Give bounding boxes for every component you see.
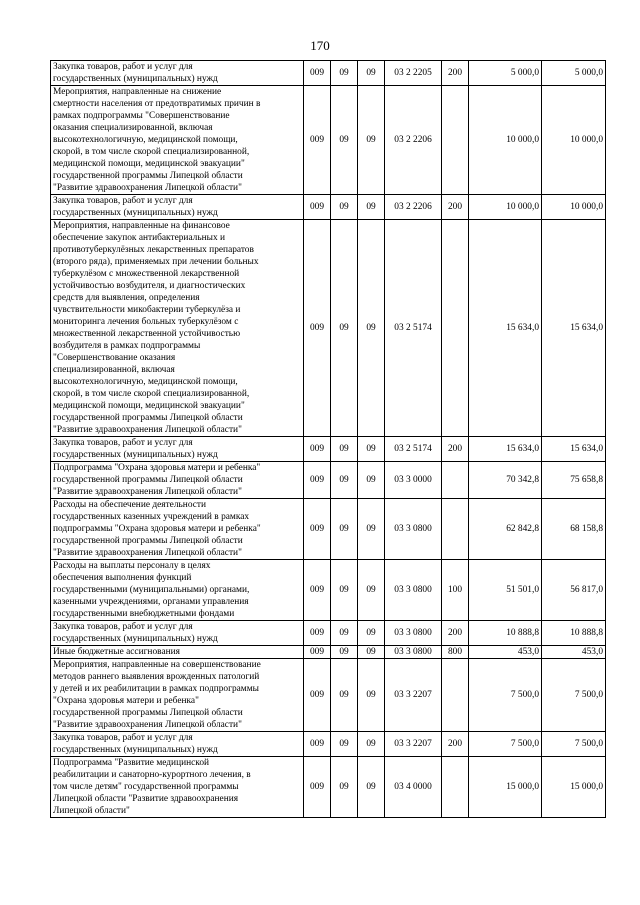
target-article-cell: 03 3 2207	[385, 732, 442, 757]
table-row	[51, 757, 606, 818]
expense-name-cell	[51, 659, 304, 732]
ministry-code-cell: 009	[304, 646, 331, 659]
ministry-code-cell: 009	[304, 220, 331, 437]
ministry-code-cell: 009	[304, 732, 331, 757]
expense-name-line: государственных (муниципальных) нужд	[53, 74, 218, 84]
amount-year2-cell: 7 500,0	[542, 732, 606, 757]
target-article-cell: 03 3 0800	[385, 499, 442, 560]
expense-name-line: у детей и их реабилитации в рамках подпрограммы	[53, 684, 259, 694]
expense-kind-cell: 200	[442, 621, 469, 646]
table-row	[51, 621, 606, 646]
section-code-cell: 09	[331, 220, 358, 437]
amount-year2-cell: 10 888,8	[542, 621, 606, 646]
expense-name-line: возбудителя в рамках подпрограммы	[53, 341, 201, 351]
expense-name-line: устойчивостью возбудителя, и диагностических	[53, 281, 246, 291]
expense-name-line: скорой, в том числе скорой специализированной,	[53, 147, 250, 157]
target-article-cell: 03 4 0000	[385, 757, 442, 818]
amount-year1-cell: 62 842,8	[469, 499, 542, 560]
amount-year1-cell: 70 342,8	[469, 462, 542, 499]
amount-year1-cell: 10 888,8	[469, 621, 542, 646]
subsection-code-cell: 09	[358, 757, 385, 818]
expense-name-cell	[51, 437, 304, 462]
table-body	[51, 61, 606, 818]
expense-name-line: "Охрана здоровья матери и ребенка"	[53, 696, 199, 706]
expense-name-cell	[51, 220, 304, 437]
expense-name-line: методов раннего выявления врожденных патологий	[53, 672, 260, 682]
expense-name-cell	[51, 621, 304, 646]
subsection-code-cell: 09	[358, 195, 385, 220]
section-code-cell: 09	[331, 61, 358, 86]
ministry-code-cell: 009	[304, 195, 331, 220]
expense-name-line: Иные бюджетные ассигнования	[53, 647, 180, 657]
expense-name-line: Расходы на выплаты персоналу в целях	[53, 561, 211, 571]
target-article-cell: 03 3 0800	[385, 560, 442, 621]
subsection-code-cell: 09	[358, 732, 385, 757]
target-article-cell: 03 3 0800	[385, 621, 442, 646]
expense-name-line: медицинской помощи, медицинской эвакуации"	[53, 159, 245, 169]
expense-name-line: рамках подпрограммы "Совершенствование	[53, 111, 230, 121]
expense-name-cell	[51, 646, 304, 659]
expense-kind-cell	[442, 86, 469, 195]
amount-year1-cell: 10 000,0	[469, 86, 542, 195]
amount-year1-cell: 7 500,0	[469, 659, 542, 732]
expense-name-line: "Развитие здравоохранения Липецкой области"	[53, 425, 242, 435]
expense-name-line: Закупка товаров, работ и услуг для	[53, 733, 193, 743]
table-row	[51, 560, 606, 621]
amount-year1-cell: 15 634,0	[469, 220, 542, 437]
ministry-code-cell: 009	[304, 757, 331, 818]
expense-name-line: Подпрограмма "Развитие медицинской	[53, 758, 210, 768]
expense-name-line: "Развитие здравоохранения Липецкой области"	[53, 720, 242, 730]
amount-year2-cell: 10 000,0	[542, 195, 606, 220]
target-article-cell: 03 2 2206	[385, 195, 442, 220]
expense-name-cell	[51, 560, 304, 621]
expense-name-line: "Развитие здравоохранения Липецкой области"	[53, 183, 242, 193]
expense-name-cell	[51, 732, 304, 757]
subsection-code-cell: 09	[358, 86, 385, 195]
expense-name-line: противотуберкулёзных лекарственных препаратов	[53, 245, 254, 255]
expense-name-line: Липецкой области"	[53, 806, 130, 816]
subsection-code-cell: 09	[358, 499, 385, 560]
subsection-code-cell: 09	[358, 220, 385, 437]
subsection-code-cell: 09	[358, 621, 385, 646]
expense-name-line: государственных (муниципальных) нужд	[53, 745, 218, 755]
expense-name-line: государственной программы Липецкой области	[53, 413, 243, 423]
expense-name-line: специализированной, включая	[53, 365, 175, 375]
expense-name-line: государственными (муниципальными) органами,	[53, 585, 250, 595]
target-article-cell: 03 2 5174	[385, 220, 442, 437]
expense-name-line: Закупка товаров, работ и услуг для	[53, 62, 193, 72]
ministry-code-cell: 009	[304, 61, 331, 86]
amount-year2-cell: 56 817,0	[542, 560, 606, 621]
table-row	[51, 61, 606, 86]
expense-name-line: том числе детям" государственной программы	[53, 782, 239, 792]
expense-name-line: Подпрограмма "Охрана здоровья матери и ребенка"	[53, 463, 261, 473]
expense-name-line: Закупка товаров, работ и услуг для	[53, 438, 193, 448]
expense-kind-cell: 100	[442, 560, 469, 621]
expense-name-line: государственными внебюджетными фондами	[53, 609, 235, 619]
expense-name-line: смертности населения от предотвратимых причин в	[53, 99, 261, 109]
section-code-cell: 09	[331, 437, 358, 462]
ministry-code-cell: 009	[304, 499, 331, 560]
amount-year2-cell: 7 500,0	[542, 659, 606, 732]
expense-name-line: "Совершенствование оказания	[53, 353, 176, 363]
section-code-cell: 09	[331, 499, 358, 560]
expense-name-line: Мероприятия, направленные на финансовое	[53, 221, 230, 231]
amount-year1-cell: 15 634,0	[469, 437, 542, 462]
section-code-cell: 09	[331, 659, 358, 732]
table-row	[51, 732, 606, 757]
expense-name-line: оказания специализированной, включая	[53, 123, 213, 133]
expense-kind-cell	[442, 659, 469, 732]
expense-name-line: Мероприятия, направленные на совершенствование	[53, 660, 261, 670]
expense-name-cell	[51, 757, 304, 818]
expense-name-line: множественной лекарственной устойчивостью	[53, 329, 241, 339]
subsection-code-cell: 09	[358, 659, 385, 732]
section-code-cell: 09	[331, 462, 358, 499]
expense-name-line: государственной программы Липецкой области	[53, 171, 243, 181]
expense-name-line: чувствительности микобактерии туберкулёза и	[53, 305, 241, 315]
expense-name-line: Расходы на обеспечение деятельности	[53, 500, 207, 510]
target-article-cell: 03 3 0800	[385, 646, 442, 659]
amount-year2-cell: 5 000,0	[542, 61, 606, 86]
amount-year1-cell: 453,0	[469, 646, 542, 659]
amount-year1-cell: 10 000,0	[469, 195, 542, 220]
target-article-cell: 03 3 0000	[385, 462, 442, 499]
expense-name-line: Мероприятия, направленные на снижение	[53, 87, 222, 97]
expense-name-line: Закупка товаров, работ и услуг для	[53, 196, 193, 206]
expense-name-line: государственных (муниципальных) нужд	[53, 208, 218, 218]
expense-name-line: туберкулёзом с множественной лекарственной	[53, 269, 240, 279]
subsection-code-cell: 09	[358, 646, 385, 659]
subsection-code-cell: 09	[358, 462, 385, 499]
expense-name-cell	[51, 195, 304, 220]
ministry-code-cell: 009	[304, 621, 331, 646]
section-code-cell: 09	[331, 86, 358, 195]
expense-name-line: скорой, в том числе скорой специализированной,	[53, 389, 250, 399]
amount-year2-cell: 68 158,8	[542, 499, 606, 560]
expense-kind-cell	[442, 462, 469, 499]
table-row	[51, 659, 606, 732]
section-code-cell: 09	[331, 621, 358, 646]
expense-kind-cell	[442, 499, 469, 560]
expense-kind-cell: 200	[442, 61, 469, 86]
table-row	[51, 646, 606, 659]
table-row	[51, 437, 606, 462]
expense-name-line: высокотехнологичную, медицинской помощи,	[53, 377, 238, 387]
section-code-cell: 09	[331, 646, 358, 659]
ministry-code-cell: 009	[304, 437, 331, 462]
target-article-cell: 03 2 5174	[385, 437, 442, 462]
expense-name-cell	[51, 86, 304, 195]
section-code-cell: 09	[331, 195, 358, 220]
expense-name-line: государственных (муниципальных) нужд	[53, 450, 218, 460]
page-number: 170	[310, 38, 330, 53]
amount-year2-cell: 10 000,0	[542, 86, 606, 195]
expense-name-line: государственных (муниципальных) нужд	[53, 634, 218, 644]
expense-name-line: (второго ряда), применяемых при лечении больных	[53, 257, 259, 267]
amount-year2-cell: 15 634,0	[542, 220, 606, 437]
amount-year2-cell: 15 000,0	[542, 757, 606, 818]
expense-kind-cell	[442, 757, 469, 818]
expense-name-line: подпрограммы "Охрана здоровья матери и ребенка"	[53, 524, 261, 534]
expense-name-line: медицинской помощи, медицинской эвакуации"	[53, 401, 245, 411]
expense-name-line: государственных казенных учреждений в рамках	[53, 512, 250, 522]
table-row	[51, 86, 606, 195]
expense-name-line: Липецкой области "Развитие здравоохранения	[53, 794, 239, 804]
table-row	[51, 462, 606, 499]
expense-kind-cell: 200	[442, 195, 469, 220]
budget-table	[50, 60, 606, 818]
table-row	[51, 220, 606, 437]
amount-year2-cell: 15 634,0	[542, 437, 606, 462]
expense-name-line: обеспечение закупок антибактериальных и	[53, 233, 226, 243]
target-article-cell: 03 2 2205	[385, 61, 442, 86]
expense-name-cell	[51, 462, 304, 499]
expense-kind-cell	[442, 220, 469, 437]
subsection-code-cell: 09	[358, 61, 385, 86]
expense-name-line: государственной программы Липецкой области	[53, 475, 243, 485]
table-row	[51, 499, 606, 560]
amount-year1-cell: 5 000,0	[469, 61, 542, 86]
table-row	[51, 195, 606, 220]
expense-name-line: реабилитации и санаторно-курортного лечения, в	[53, 770, 251, 780]
amount-year1-cell: 51 501,0	[469, 560, 542, 621]
amount-year2-cell: 453,0	[542, 646, 606, 659]
expense-name-cell	[51, 499, 304, 560]
section-code-cell: 09	[331, 757, 358, 818]
ministry-code-cell: 009	[304, 659, 331, 732]
target-article-cell: 03 2 2206	[385, 86, 442, 195]
subsection-code-cell: 09	[358, 560, 385, 621]
expense-name-line: высокотехнологичную, медицинской помощи,	[53, 135, 238, 145]
target-article-cell: 03 3 2207	[385, 659, 442, 732]
expense-name-line: "Развитие здравоохранения Липецкой области"	[53, 548, 242, 558]
expense-name-line: государственной программы Липецкой области	[53, 536, 243, 546]
expense-kind-cell: 200	[442, 732, 469, 757]
expense-name-line: Закупка товаров, работ и услуг для	[53, 622, 193, 632]
subsection-code-cell: 09	[358, 437, 385, 462]
amount-year1-cell: 7 500,0	[469, 732, 542, 757]
expense-kind-cell: 200	[442, 437, 469, 462]
amount-year1-cell: 15 000,0	[469, 757, 542, 818]
ministry-code-cell: 009	[304, 462, 331, 499]
expense-name-line: обеспечения выполнения функций	[53, 573, 192, 583]
section-code-cell: 09	[331, 560, 358, 621]
expense-name-line: государственной программы Липецкой области	[53, 708, 243, 718]
expense-name-cell	[51, 61, 304, 86]
ministry-code-cell: 009	[304, 560, 331, 621]
expense-name-line: средств для выявления, определения	[53, 293, 200, 303]
expense-kind-cell: 800	[442, 646, 469, 659]
ministry-code-cell: 009	[304, 86, 331, 195]
amount-year2-cell: 75 658,8	[542, 462, 606, 499]
section-code-cell: 09	[331, 732, 358, 757]
expense-name-line: казенными учреждениями, органами управления	[53, 597, 249, 607]
expense-name-line: мониторинга лечения больных туберкулёзом с	[53, 317, 239, 327]
expense-name-line: "Развитие здравоохранения Липецкой области"	[53, 487, 242, 497]
